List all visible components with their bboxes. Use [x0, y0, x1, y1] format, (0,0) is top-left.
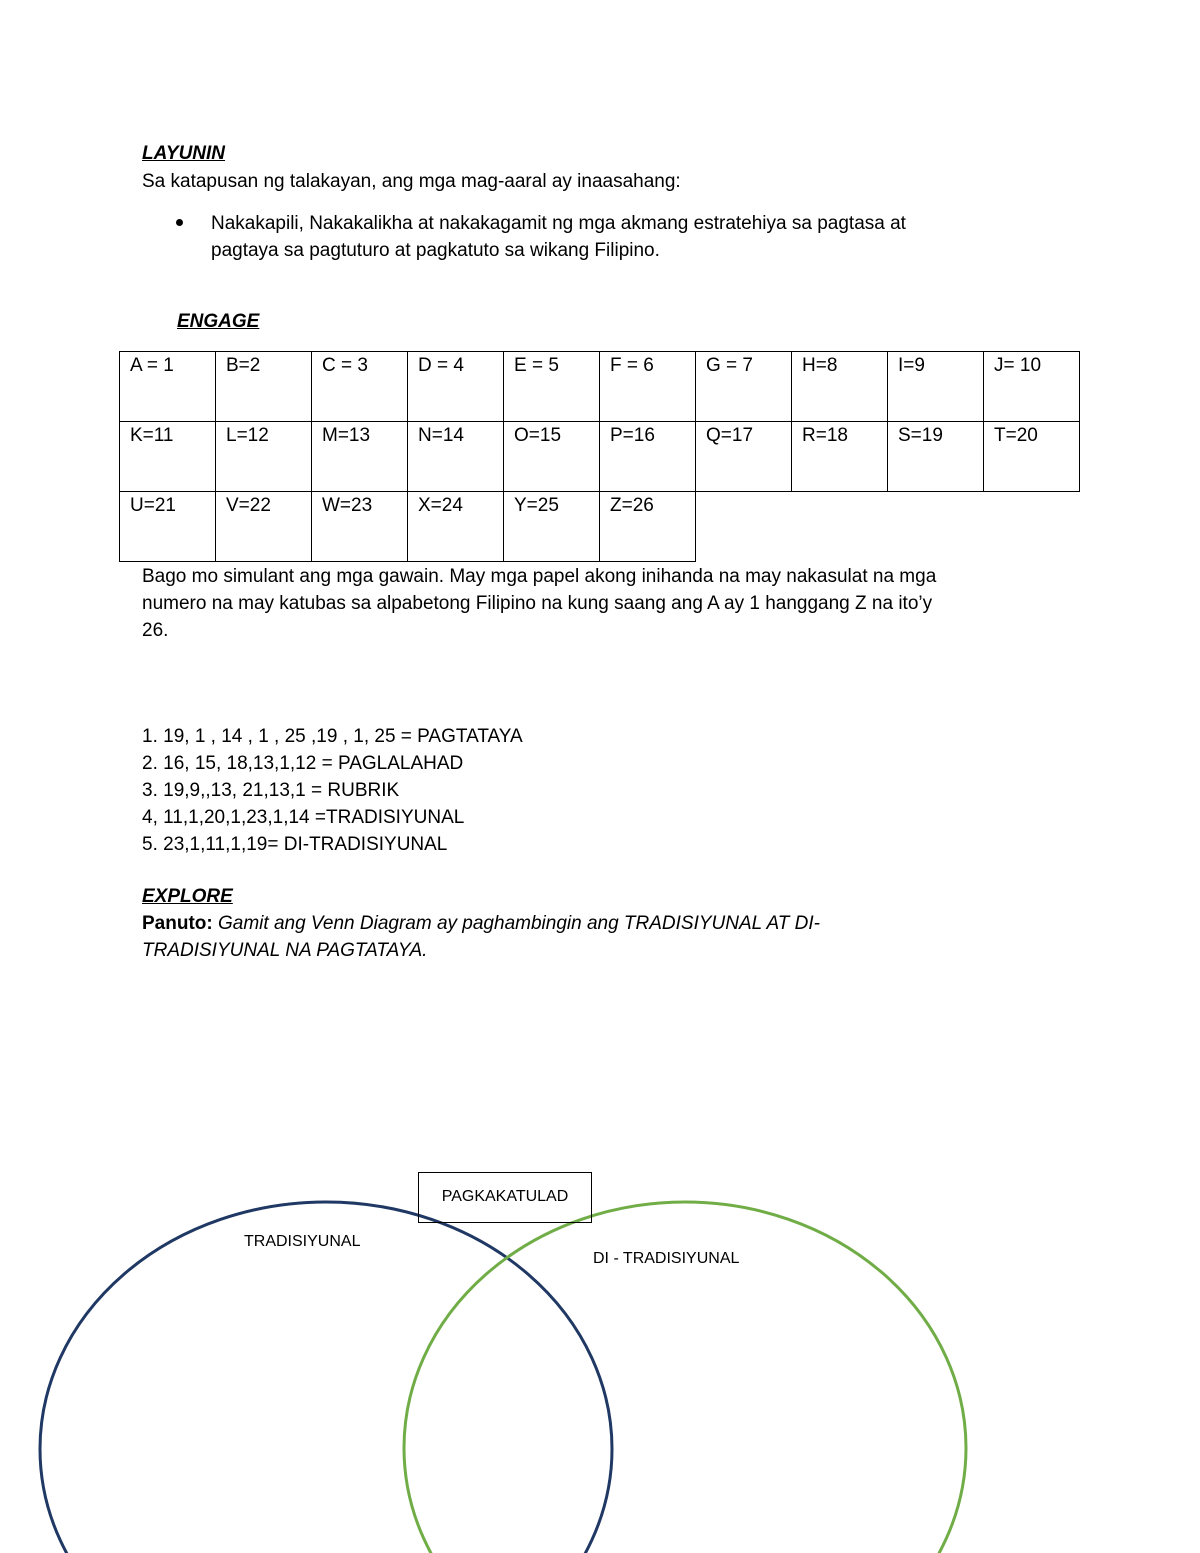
- table-cell: S=19: [888, 422, 984, 492]
- list-item: 1. 19, 1 , 14 , 1 , 25 ,19 , 1, 25 = PAGTATAYA: [142, 726, 523, 747]
- table-cell: A = 1: [120, 352, 216, 422]
- table-cell-empty: [696, 492, 792, 562]
- table-cell: G = 7: [696, 352, 792, 422]
- table-row: [120, 492, 1080, 562]
- table-cell: H=8: [792, 352, 888, 422]
- table-cell-empty: [888, 492, 984, 562]
- table-cell: B=2: [216, 352, 312, 422]
- layunin-bullet-line-1: Nakakapili, Nakakalikha at nakakagamit ng mga akmang estratehiya sa pagtasa at: [211, 213, 906, 234]
- venn-right-label: DI - TRADISIYUNAL: [593, 1250, 740, 1267]
- table-cell: N=14: [408, 422, 504, 492]
- table-cell: R=18: [792, 422, 888, 492]
- table-cell: D = 4: [408, 352, 504, 422]
- venn-diagram: [0, 1150, 1200, 1553]
- table-cell: C = 3: [312, 352, 408, 422]
- table-cell: P=16: [600, 422, 696, 492]
- bullet-icon: [176, 219, 183, 226]
- answer-list: [142, 723, 523, 858]
- layunin-bullet-line-2: pagtaya sa pagtuturo at pagkatuto sa wikang Filipino.: [211, 240, 660, 261]
- table-cell: Q=17: [696, 422, 792, 492]
- explore-heading: EXPLORE: [142, 886, 233, 907]
- table-cell: V=22: [216, 492, 312, 562]
- table-row: [120, 422, 1080, 492]
- venn-left-label: TRADISIYUNAL: [244, 1233, 361, 1250]
- list-item: 3. 19,9,,13, 21,13,1 = RUBRIK: [142, 780, 400, 801]
- table-cell-empty: [792, 492, 888, 562]
- panuto-line-2: TRADISIYUNAL NA PAGTATAYA.: [142, 940, 428, 961]
- list-item: 5. 23,1,11,1,19= DI-TRADISIYUNAL: [142, 834, 448, 855]
- engage-paragraph-line-1: Bago mo simulant ang mga gawain. May mga papel akong inihanda na may nakasulat na mga: [142, 566, 937, 587]
- table-cell: J= 10: [984, 352, 1080, 422]
- list-item: 2. 16, 15, 18,13,1,12 = PAGLALAHAD: [142, 753, 464, 774]
- panuto-label: Panuto:: [142, 913, 213, 934]
- table-cell: Y=25: [504, 492, 600, 562]
- panuto-line-1: [142, 910, 820, 937]
- table-cell: T=20: [984, 422, 1080, 492]
- venn-left-circle: [40, 1202, 612, 1553]
- layunin-heading: LAYUNIN: [142, 143, 226, 164]
- letter-number-table: [119, 351, 1080, 562]
- venn-center-label: PAGKAKATULAD: [418, 1172, 592, 1223]
- table-cell: K=11: [120, 422, 216, 492]
- table-cell: E = 5: [504, 352, 600, 422]
- table-cell: M=13: [312, 422, 408, 492]
- engage-paragraph-line-2: numero na may katubas sa alpabetong Filipino na kung saang ang A ay 1 hanggang Z na ito’y: [142, 593, 933, 614]
- table-cell: I=9: [888, 352, 984, 422]
- table-row: [120, 352, 1080, 422]
- table-cell: O=15: [504, 422, 600, 492]
- panuto-text: Gamit ang Venn Diagram ay paghambingin ang TRADISIYUNAL AT DI-: [212, 913, 820, 934]
- layunin-intro: Sa katapusan ng talakayan, ang mga mag-aaral ay inaasahang:: [142, 171, 681, 192]
- list-item: 4, 11,1,20,1,23,1,14 =TRADISIYUNAL: [142, 807, 465, 828]
- engage-paragraph-line-3: 26.: [142, 620, 169, 641]
- table-cell: U=21: [120, 492, 216, 562]
- table-cell: Z=26: [600, 492, 696, 562]
- table-cell-empty: [984, 492, 1080, 562]
- engage-heading: ENGAGE: [177, 311, 260, 332]
- table-cell: X=24: [408, 492, 504, 562]
- table-cell: F = 6: [600, 352, 696, 422]
- table-cell: W=23: [312, 492, 408, 562]
- table-cell: L=12: [216, 422, 312, 492]
